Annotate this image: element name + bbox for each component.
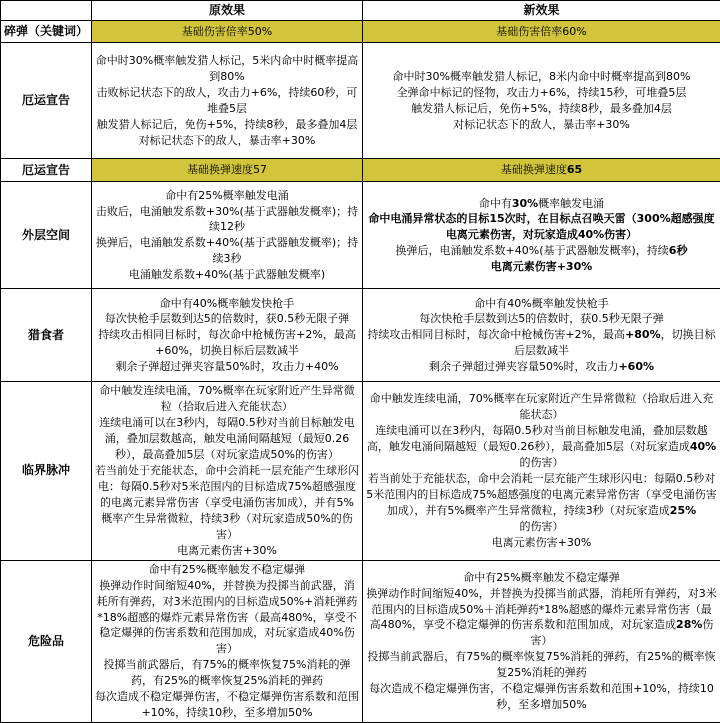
new-effect-cell xyxy=(363,182,720,289)
effect-text: ，切换目标后层数减半 xyxy=(514,328,716,357)
effect-text: 概率触发电涌 xyxy=(538,197,604,210)
effect-text: 65 xyxy=(567,163,582,176)
effect-text: 触发猎人标记后，免伤+5%，持续8秒，最多叠加4层 xyxy=(411,102,672,115)
effect-text: 剩余子弹超过弹夹容量50%时，攻击力+40% xyxy=(115,360,338,373)
effect-text: 基础换弹速度57 xyxy=(187,163,267,176)
table-row xyxy=(1,43,720,159)
row-label: 临界脉冲 xyxy=(1,382,92,560)
effect-text: 命中时30%概率触发猎人标记，8米内命中时概率提高到80% xyxy=(393,70,691,83)
effect-text: 投掷当前武器后，有75%的概率恢复75%消耗的弹药，有25%的概率恢复25%消耗的弹药 xyxy=(367,650,715,679)
effect-text: 电涌触发系数+40%(基于武器触发概率) xyxy=(129,268,325,281)
effect-text: 持续攻击相同目标时，每次命中枪械伤害+2%，最高 xyxy=(367,328,625,341)
effect-text: 命中有25%概率触发不稳定爆弹 xyxy=(463,571,619,584)
effect-text: 命中触发连续电涌，70%概率在玩家附近产生异常微粒（拾取后进入充能状态） xyxy=(370,392,713,421)
effect-text: +60% xyxy=(618,360,654,373)
effect-text: 每次快枪手层数到达5的倍数时，获0.5秒无限子弹 xyxy=(105,312,350,325)
effect-text: 命中有25%概率触发不稳定爆弹 xyxy=(149,563,305,576)
row-label: 危险品 xyxy=(1,560,92,722)
row-label: 碎弹（关键词） xyxy=(1,21,92,43)
effect-text: 命中有 xyxy=(479,197,512,210)
effect-text: 对标记状态下的敌人，暴击率+30% xyxy=(139,134,316,147)
effect-text: 换弹后，电涌触发系数+40%(基于武器触发概率)，持续 xyxy=(396,244,669,257)
row-label: 猎食者 xyxy=(1,289,92,382)
original-effect-column-header: 原效果 xyxy=(92,1,363,21)
effect-text: 基础换弹速度 xyxy=(501,163,567,176)
effect-text: 若当前处于充能状态，命中会消耗一层充能产生球形闪电：每隔0.5秒对5米范围内的目标造成75%超感强度的电离元素异常伤害（享受电涌伤害加成），并有5%概率产生异常微粒，持续3秒（对玩家造成50%的伤害） xyxy=(95,464,359,541)
table-row xyxy=(1,21,720,43)
effect-text: 每次造成不稳定爆弹伤害，不稳定爆弹伤害系数和范围+10%，持续10秒，至多增加50% xyxy=(95,690,359,719)
effect-text: 电离元素伤害+30% xyxy=(491,260,593,273)
new-effect-column-header: 新效果 xyxy=(363,1,720,21)
original-effect-cell xyxy=(92,21,363,43)
effect-text: 对标记状态下的敌人，暴击率+30% xyxy=(453,118,630,131)
original-effect-cell xyxy=(92,382,363,560)
effect-text: 6秒 xyxy=(669,244,688,257)
effect-text: 的伤害） xyxy=(520,520,564,533)
effect-text: 若当前处于充能状态，命中会消耗一层充能产生球形闪电：每隔0.5秒对5米范围内的目标造成75%超感强度的电离元素异常伤害（享受电涌伤害加成），并有5%概率产生异常微粒，持续3秒（对玩家造成 xyxy=(366,472,716,517)
keyword-column-header xyxy=(1,1,92,21)
table-row xyxy=(1,289,720,382)
effect-text: 命中有40%概率触发快枪手 xyxy=(474,297,608,310)
new-effect-cell xyxy=(363,289,720,382)
new-effect-cell xyxy=(363,21,720,43)
effect-text: 28% xyxy=(676,618,702,631)
table-row xyxy=(1,182,720,289)
table-row xyxy=(1,382,720,560)
effect-text: 命中触发连续电涌，70%概率在玩家附近产生异常微粒（拾取后进入充能状态） xyxy=(99,384,354,413)
row-label: 外层空间 xyxy=(1,182,92,289)
effect-text: 每次快枪手层数到达5的倍数时，获0.5秒无限子弹 xyxy=(419,312,664,325)
effect-text: 连续电涌可以在3秒内，每隔0.5秒对当前目标触发电涌，叠加层数越高，触发电涌间隔越短（最短0.26秒），最高叠加5层（对玩家造成50%的伤害） xyxy=(99,416,355,461)
new-effect-cell xyxy=(363,382,720,560)
effect-text: 剩余子弹超过弹夹容量50%时，攻击力 xyxy=(429,360,618,373)
table-body xyxy=(1,21,720,723)
new-effect-cell xyxy=(363,560,720,722)
effect-text: 伤害） xyxy=(531,618,714,647)
original-effect-cell xyxy=(92,159,363,182)
effect-text: 基础伤害倍率50% xyxy=(182,25,272,38)
new-effect-cell xyxy=(363,159,720,182)
effect-text: +80% xyxy=(625,328,661,341)
effect-text: 持续攻击相同目标时，每次命中枪械伤害+2%，最高+60%，切换目标后层数减半 xyxy=(98,328,356,357)
effect-text: 击败标记状态下的敌人，攻击力+6%，持续60秒，可堆叠5层 xyxy=(97,86,358,115)
table-row xyxy=(1,159,720,182)
original-effect-cell xyxy=(92,289,363,382)
effect-text: 电离元素伤害+30% xyxy=(492,536,592,549)
effect-text: 全弹命中标记的怪物，攻击力+6%，持续15秒，可堆叠5层 xyxy=(397,86,687,99)
effect-text: 投掷当前武器后，有75%的概率恢复75%消耗的弹药，有25%的概率恢复25%消耗的弹药 xyxy=(104,658,351,687)
effect-text: 触发猎人标记后，免伤+5%，持续8秒，最多叠加4层 xyxy=(97,118,358,131)
effect-text: 每次造成不稳定爆弹伤害，不稳定爆弹伤害系数和范围+10%，持续10秒，至多增加50% xyxy=(369,682,714,711)
row-label: 厄运宣告 xyxy=(1,159,92,182)
original-effect-cell xyxy=(92,182,363,289)
new-effect-cell xyxy=(363,43,720,159)
effect-text: 击败后，电涌触发系数+30%(基于武器触发概率)；持续12秒 xyxy=(96,205,358,234)
effect-text: 命中时30%概率触发猎人标记，5米内命中时概率提高到80% xyxy=(96,54,358,83)
effect-text: 连续电涌可以在3秒内，每隔0.5秒对当前目标触发电涌，叠加层数越高，触发电涌间隔越短（最短0.26秒），最高叠加5层（对玩家造成 xyxy=(367,424,708,453)
effect-text: 命中电涌异常状态的目标15次时，在目标点召唤天雷（300%超感强度电离元素伤害，对玩家造成40%伤害） xyxy=(368,212,714,241)
table-row xyxy=(1,560,720,722)
effect-text: 25% xyxy=(670,504,696,517)
effect-text: 电离元素伤害+30% xyxy=(177,544,277,557)
original-effect-cell xyxy=(92,560,363,722)
effect-text: 基础伤害倍率60% xyxy=(496,25,586,38)
original-effect-cell xyxy=(92,43,363,159)
effect-text: 命中有40%概率触发快枪手 xyxy=(160,297,294,310)
row-label: 厄运宣告 xyxy=(1,43,92,159)
effect-text: 40% xyxy=(690,440,716,453)
effect-text: 换弹动作时间缩短40%，并替换为投掷当前武器，消耗所有弹药，对3米范围内的目标造成50%＋消耗弹药*18%超感的爆炸元素异常伤害（最高480%，享受不稳定爆弹的伤害系数和范围加成，对玩家造成 xyxy=(366,587,716,632)
effect-text: 换弹动作时间缩短40%，并替换为投掷当前武器，消耗所有弹药，对3米范围内的目标造成50%+消耗弹药*18%超感的爆炸元素异常伤害（最高480%，享受不稳定爆弹的伤害系数和范围加成，对玩家造成40%伤害） xyxy=(97,579,358,656)
effect-text: 命中有25%概率触发电涌 xyxy=(165,189,288,202)
effect-text: 30% xyxy=(512,197,538,210)
header-row xyxy=(1,1,720,21)
effect-text: 的伤害） xyxy=(520,456,564,469)
effect-text: 换弹后，电涌触发系数+40%(基于武器触发概率)；持续3秒 xyxy=(96,236,358,265)
